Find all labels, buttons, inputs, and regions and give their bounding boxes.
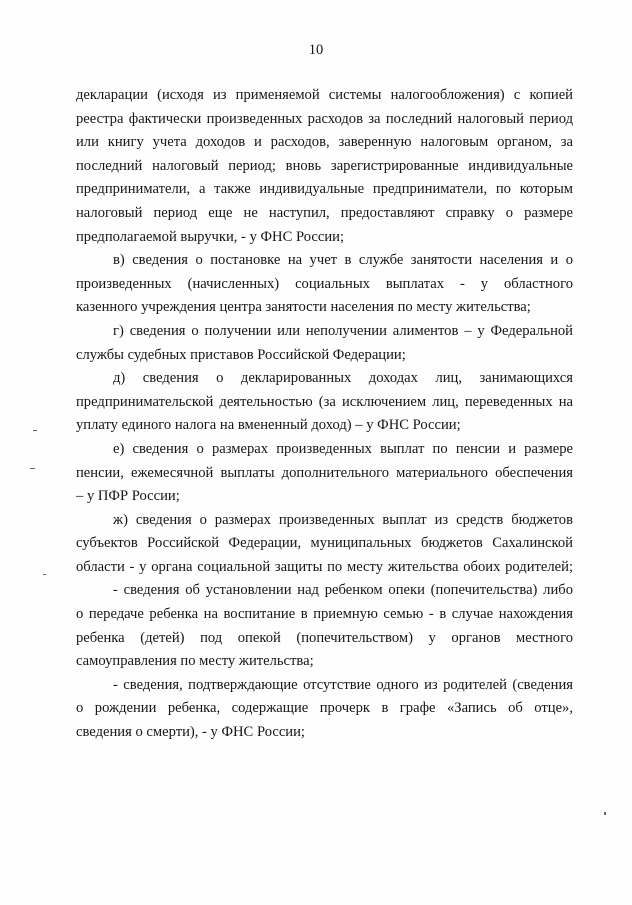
text-line: уплату единого налога на вмененный доход) – у ФНС России;: [76, 417, 461, 434]
text-line: реестра фактически произведенных расходов за последний налоговый период: [76, 110, 573, 127]
text-line: о передаче ребенка на воспитание в приемную семью - в случае нахождения: [76, 606, 573, 623]
text-line: о рождении ребенка, содержащие прочерк в графе «Запись об отце»,: [76, 700, 573, 717]
text-line: декларации (исходя из применяемой системы налогообложения) с копией: [76, 87, 573, 103]
text-line: последний налоговый период; вновь зарегистрированные индивидуальные: [76, 157, 573, 174]
text-line: предполагаемой выручки, - у ФНС России;: [76, 228, 345, 245]
text-line: в) сведения о постановке на учет в службе занятости населения и о: [113, 252, 573, 269]
text-line: предпринимательской деятельностью (за исключением лиц, переведенных на: [76, 393, 573, 410]
text-line: службы судебных приставов Российской Федерации;: [76, 346, 406, 363]
text-line: - сведения об установлении над ребенком опеки (попечительства) либо: [113, 582, 573, 599]
text-line: казенного учреждения центра занятости населения по месту жительства;: [76, 299, 531, 316]
text-line: субъектов Российской Федерации, муниципальных бюджетов Сахалинской: [76, 535, 573, 552]
text-line: налоговый период еще не наступил, предоставляют справку о размере: [76, 204, 573, 221]
text-line: – у ПФР России;: [76, 488, 180, 505]
text-line: - сведения, подтверждающие отсутствие одного из родителей (сведения: [113, 676, 573, 693]
scan-mark: [604, 812, 606, 815]
text-line: предприниматели, а также индивидуальные предприниматели, по которым: [76, 181, 573, 198]
text-line: ж) сведения о размерах произведенных выплат из средств бюджетов: [113, 511, 573, 528]
scan-mark: [33, 430, 37, 431]
text-line: д) сведения о декларированных доходах лиц, занимающихся: [113, 370, 573, 387]
scan-mark: [43, 574, 46, 575]
text-line: е) сведения о размерах произведенных выплат по пенсии и размере: [113, 440, 573, 457]
scan-mark: [30, 468, 35, 469]
text-line: сведения о смерти), - у ФНС России;: [76, 724, 305, 741]
text-line: произведенных (начисленных) социальных выплатах - у областного: [76, 275, 573, 292]
document-body: [76, 84, 573, 745]
text-line: или книгу учета доходов и расходов, заверенную налоговым органом, за: [76, 134, 573, 151]
text-line: ребенка (детей) под опекой (попечительством) у органов местного: [76, 629, 573, 646]
text-line: г) сведения о получении или неполучении алиментов – у Федеральной: [113, 322, 573, 339]
text-line: самоуправления по месту жительства;: [76, 653, 314, 670]
text-line: области - у органа социальной защиты по месту жительства обоих родителей;: [76, 558, 573, 575]
page-number: 10: [308, 42, 324, 58]
text-line: пенсии, ежемесячной выплаты дополнительного материального обеспечения: [76, 464, 573, 481]
